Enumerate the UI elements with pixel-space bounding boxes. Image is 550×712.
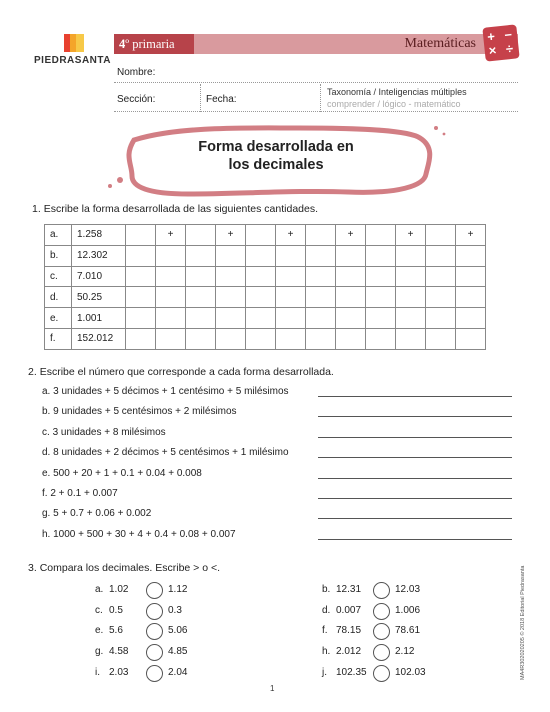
answer-cell[interactable] [186, 266, 216, 287]
answer-cell[interactable] [126, 245, 156, 266]
comparison-item [95, 665, 205, 683]
answer-cell[interactable] [216, 245, 246, 266]
answer-cell[interactable] [216, 266, 246, 287]
list-item [42, 386, 289, 397]
plus-sign: + [156, 225, 186, 246]
table-row [45, 287, 486, 308]
math-operations-icon [482, 24, 519, 61]
divide-icon: ÷ [505, 40, 514, 57]
row-letter: e. [45, 308, 72, 329]
comparison-circle[interactable] [146, 665, 163, 682]
item-letter: f. [322, 625, 328, 637]
answer-cell[interactable] [126, 287, 156, 308]
item-letter: i. [95, 666, 100, 678]
answer-cell[interactable] [276, 245, 306, 266]
answer-line[interactable] [318, 416, 512, 417]
left-value: 2.03 [109, 666, 129, 678]
left-value: 12.31 [336, 584, 362, 595]
answer-cell[interactable] [426, 245, 456, 266]
item-expression: 3 unidades + 8 milésimos [52, 426, 166, 438]
left-value: 5.6 [109, 625, 123, 637]
answer-line[interactable] [318, 539, 512, 540]
right-value: 4.85 [168, 646, 188, 658]
answer-cell[interactable] [246, 287, 276, 308]
row-letter: a. [45, 225, 72, 246]
item-letter: h. [42, 528, 51, 540]
comparison-item [95, 623, 205, 641]
row-quantity: 7.010 [72, 266, 126, 287]
left-value: 0.007 [336, 604, 362, 616]
answer-cell[interactable] [156, 328, 186, 349]
answer-line[interactable] [318, 396, 512, 397]
answer-cell[interactable] [126, 308, 156, 329]
grade-label [114, 34, 194, 54]
header-bar [114, 34, 518, 54]
answer-cell[interactable] [156, 287, 186, 308]
comparison-circle[interactable] [373, 623, 390, 640]
answer-cell[interactable] [366, 308, 396, 329]
list-item [42, 427, 166, 438]
answer-cell[interactable] [336, 245, 366, 266]
taxonomy-label: Taxonomía / Inteligencias múltiples [327, 87, 467, 97]
plus-sign: + [276, 225, 306, 246]
item-letter: c. [95, 604, 103, 616]
list-item [42, 529, 236, 540]
answer-cell[interactable] [306, 266, 336, 287]
answer-cell[interactable] [126, 225, 156, 246]
answer-cell[interactable] [216, 287, 246, 308]
item-letter: a. [95, 584, 104, 595]
list-item [42, 488, 118, 499]
answer-cell[interactable] [366, 287, 396, 308]
item-letter: a. [42, 386, 51, 397]
answer-cell[interactable] [396, 287, 426, 308]
exercise-1-number: 1. [32, 203, 41, 215]
comparison-item [95, 603, 205, 621]
answer-cell[interactable] [456, 245, 486, 266]
subject-label: Matemáticas [194, 34, 518, 54]
exercise-3-instruction [28, 562, 220, 574]
row-letter: b. [45, 245, 72, 266]
comparison-item [95, 582, 205, 600]
answer-cell[interactable] [336, 266, 366, 287]
item-expression: 5 + 0.7 + 0.06 + 0.002 [53, 508, 152, 520]
answer-cell[interactable] [456, 308, 486, 329]
comparison-circle[interactable] [373, 582, 390, 599]
item-letter: e. [95, 625, 104, 637]
answer-cell[interactable] [186, 308, 216, 329]
worksheet-title [126, 125, 426, 195]
answer-cell[interactable] [246, 328, 276, 349]
answer-cell[interactable] [336, 328, 366, 349]
expanded-form-table [44, 224, 486, 350]
answer-cell[interactable] [306, 245, 336, 266]
list-item [42, 447, 289, 458]
plus-icon: + [486, 28, 496, 45]
answer-cell[interactable] [336, 287, 366, 308]
answer-cell[interactable] [246, 245, 276, 266]
comparison-item [322, 603, 432, 621]
item-letter: g. [42, 508, 51, 520]
item-letter: d. [42, 447, 51, 459]
exercise-2-number: 2. [28, 366, 37, 378]
answer-cell[interactable] [396, 328, 426, 349]
exercise-3-text: Compara los decimales. Escribe > o <. [39, 562, 221, 574]
answer-cell[interactable] [156, 308, 186, 329]
answer-line[interactable] [318, 518, 512, 519]
answer-cell[interactable] [246, 308, 276, 329]
item-letter: c. [42, 426, 50, 438]
answer-line[interactable] [318, 498, 512, 499]
answer-cell[interactable] [186, 328, 216, 349]
title-line-1: Forma desarrollada en [198, 139, 354, 155]
item-letter: h. [322, 646, 331, 658]
left-value: 4.58 [109, 646, 129, 658]
plus-sign: + [336, 225, 366, 246]
answer-cell[interactable] [366, 328, 396, 349]
answer-cell[interactable] [456, 328, 486, 349]
answer-cell[interactable] [276, 308, 306, 329]
brand-name: PIEDRASANTA [34, 55, 111, 66]
item-letter: e. [42, 467, 51, 479]
answer-cell[interactable] [216, 328, 246, 349]
left-value: 78.15 [336, 625, 362, 637]
answer-cell[interactable] [276, 328, 306, 349]
item-expression: 8 unidades + 2 décimos + 5 centésimos + 1 milésimo [53, 447, 289, 459]
answer-cell[interactable] [366, 266, 396, 287]
row-quantity: 12.302 [72, 245, 126, 266]
right-value: 2.12 [395, 646, 415, 658]
minus-icon: − [503, 26, 513, 43]
times-icon: × [487, 42, 498, 59]
row-quantity: 1.258 [72, 225, 126, 246]
row-quantity: 50.25 [72, 287, 126, 308]
comparison-item [322, 582, 432, 600]
list-item [42, 468, 202, 479]
answer-cell[interactable] [126, 328, 156, 349]
left-value: 0.5 [109, 604, 123, 616]
taxonomy-sub-label: comprender / lógico - matemático [327, 99, 461, 109]
comparison-item [322, 665, 432, 683]
answer-cell[interactable] [156, 266, 186, 287]
grade-number: 4 [119, 37, 126, 51]
plus-sign: + [216, 225, 246, 246]
answer-cell[interactable] [366, 225, 396, 246]
exercise-1-instruction [32, 203, 318, 215]
row-letter: d. [45, 287, 72, 308]
comparison-circle[interactable] [373, 603, 390, 620]
item-expression: 500 + 20 + 1 + 0.1 + 0.04 + 0.008 [53, 467, 202, 479]
name-row [114, 61, 518, 83]
answer-cell[interactable] [456, 287, 486, 308]
item-letter: g. [95, 646, 104, 658]
answer-cell[interactable] [336, 308, 366, 329]
answer-cell[interactable] [426, 266, 456, 287]
item-expression: 3 unidades + 5 décimos + 1 centésimo + 5 milésimos [53, 386, 289, 397]
item-expression: 1000 + 500 + 30 + 4 + 0.4 + 0.08 + 0.007 [53, 528, 236, 540]
answer-cell[interactable] [366, 245, 396, 266]
answer-cell[interactable] [306, 287, 336, 308]
answer-cell[interactable] [306, 328, 336, 349]
row-quantity: 1.001 [72, 308, 126, 329]
right-value: 5.06 [168, 625, 188, 637]
item-expression: 9 unidades + 5 centésimos + 2 milésimos [53, 406, 237, 418]
left-value: 102.35 [336, 666, 367, 678]
answer-cell[interactable] [276, 266, 306, 287]
answer-cell[interactable] [426, 308, 456, 329]
exercise-3-number: 3. [28, 562, 37, 574]
item-letter: d. [322, 604, 331, 616]
copyright-side-text: MA4R302020205 © 2018 Editorial Piedrasanta [520, 565, 526, 680]
comparison-circle[interactable] [146, 603, 163, 620]
comparison-item [322, 623, 432, 641]
answer-cell[interactable] [246, 225, 276, 246]
right-value: 2.04 [168, 666, 188, 678]
answer-cell[interactable] [426, 287, 456, 308]
answer-line[interactable] [318, 478, 512, 479]
right-value: 1.12 [168, 584, 188, 595]
grade-text: º primaria [125, 37, 175, 51]
item-expression: 2 + 0.1 + 0.007 [50, 488, 118, 499]
list-item [42, 508, 151, 519]
plus-sign: + [456, 225, 486, 246]
table-row [45, 245, 486, 266]
table-row [45, 328, 486, 349]
comparison-circle[interactable] [373, 665, 390, 682]
comparison-item [322, 644, 432, 662]
answer-line[interactable] [318, 457, 512, 458]
table-row [45, 225, 486, 246]
exercise-2-instruction [28, 366, 334, 378]
answer-cell[interactable] [186, 287, 216, 308]
comparison-circle[interactable] [146, 644, 163, 661]
table-row [45, 266, 486, 287]
comparison-circle[interactable] [146, 623, 163, 640]
answer-cell[interactable] [396, 245, 426, 266]
date-label: Fecha: [206, 94, 237, 105]
section-label: Sección: [117, 94, 156, 105]
name-label: Nombre: [117, 67, 156, 78]
answer-cell[interactable] [306, 225, 336, 246]
comparison-circle[interactable] [146, 582, 163, 599]
answer-cell[interactable] [426, 225, 456, 246]
answer-cell[interactable] [216, 308, 246, 329]
right-value: 102.03 [395, 666, 426, 678]
left-value: 1.02 [109, 584, 129, 595]
answer-cell[interactable] [426, 328, 456, 349]
right-value: 78.61 [395, 625, 421, 637]
right-value: 1.006 [395, 604, 421, 616]
left-value: 2.012 [336, 646, 362, 658]
row-letter: c. [45, 266, 72, 287]
answer-cell[interactable] [246, 266, 276, 287]
answer-cell[interactable] [156, 245, 186, 266]
answer-cell[interactable] [396, 266, 426, 287]
comparison-circle[interactable] [373, 644, 390, 661]
section-row [114, 84, 518, 112]
brand-logo-icon [64, 34, 84, 52]
item-letter: b. [42, 406, 51, 418]
item-letter: f. [42, 488, 48, 499]
comparison-item [95, 644, 205, 662]
answer-cell[interactable] [186, 245, 216, 266]
table-row [45, 308, 486, 329]
plus-sign: + [396, 225, 426, 246]
right-value: 12.03 [395, 584, 421, 595]
answer-cell[interactable] [456, 266, 486, 287]
list-item [42, 406, 237, 417]
answer-cell[interactable] [126, 266, 156, 287]
right-value: 0.3 [168, 604, 182, 616]
page-number: 1 [270, 684, 275, 693]
answer-cell[interactable] [186, 225, 216, 246]
item-letter: b. [322, 584, 331, 595]
answer-cell[interactable] [306, 308, 336, 329]
answer-cell[interactable] [396, 308, 426, 329]
answer-line[interactable] [318, 437, 512, 438]
exercise-2-text: Escribe el número que corresponde a cada forma desarrollada. [39, 366, 334, 378]
item-letter: j. [322, 666, 327, 678]
exercise-1-text: Escribe la forma desarrollada de las siguientes cantidades. [43, 203, 319, 215]
row-quantity: 152.012 [72, 328, 126, 349]
answer-cell[interactable] [276, 287, 306, 308]
row-letter: f. [45, 328, 72, 349]
title-line-2: los decimales [228, 157, 324, 173]
